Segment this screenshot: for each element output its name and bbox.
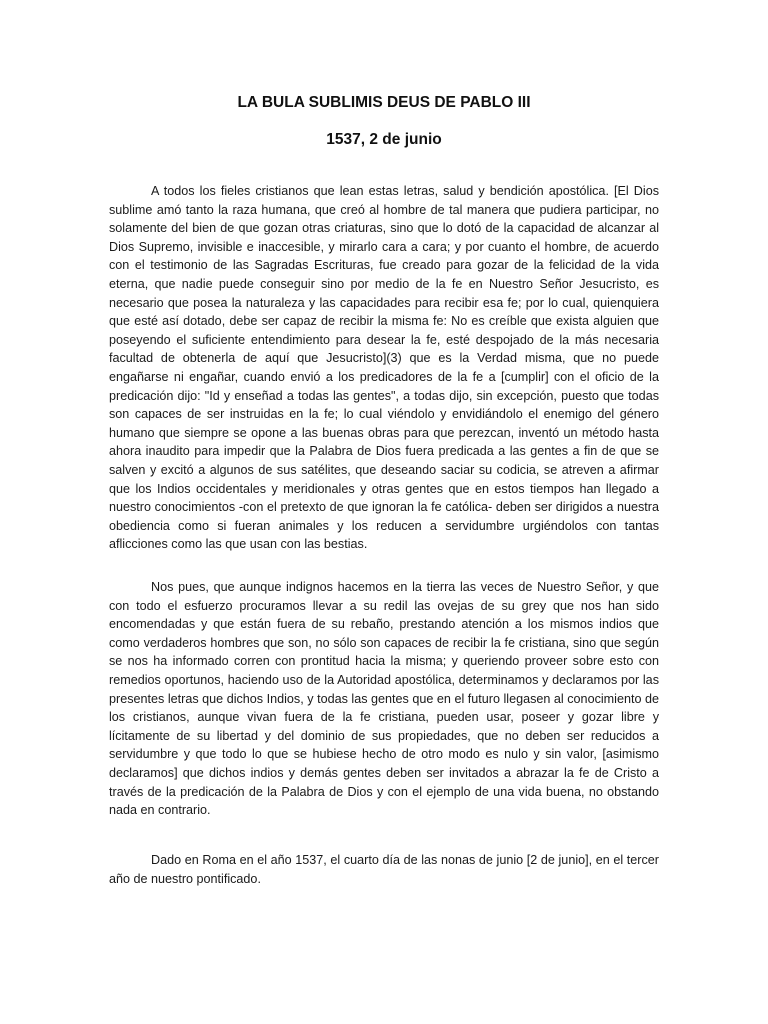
body-paragraph: A todos los fieles cristianos que lean estas letras, salud y bendición apostólica. [El Dios sublime amó tanto la raza humana, que creó al hombre de tal manera que pudiera participar, no solamente del bien de que gozan otras criaturas, sino que lo dotó de la capacidad de alcanzar al Dios Supremo, invisible e inaccesible, y mirarlo cara a cara; y por cuanto el hombre, de acuerdo con el testimonio de las Sagradas Escrituras, fue creado para gozar de la felicidad de la vida eterna, que nadie puede conseguir sino por medio de la fe en Nuestro Señor Jesucristo, es necesario que posea la naturaleza y las capacidades para recibir esa fe; por lo cual, quienquiera que esté así dotado, debe ser capaz de recibir la misma fe: No es creíble que exista alguien que poseyendo el suficiente entendimiento para desear la fe, esté despojado de la más necesaria facultad de obtenerla de aquí que Jesucristo](3) que es la Verdad misma, que no puede engañarse ni engañar, cuando envió a los predicadores de la fe a [cumplir] con el oficio de la predicación dijo: "Id y enseñad a todas las gentes", a todas dijo, sin excepción, puesto que todas son capaces de ser instruidas en la fe; lo cual viéndolo y envidiándolo el enemigo del género humano que siempre se opone a las buenas obras para que perezcan, inventó un método hasta ahora inaudito para impedir que la Palabra de Dios fuera predicada a las gentes a fin de que se salven y excitó a algunos de sus satélites, que deseando saciar su codicia, se atreven a afirmar que los Indios occidentales y meridionales y otras gentes que en estos tiempos han llegado a nuestro conocimientos -con el pretexto de que ignoran la fe católica- deben ser dirigidos a nuestra obediencia como si fueran animales y los reducen a servidumbre urgiéndolos con tantas aflicciones como las que usan con las bestias.: [109, 184, 659, 552]
body-paragraph: Nos pues, que aunque indignos hacemos en la tierra las veces de Nuestro Señor, y que con todo el esfuerzo procuramos llevar a su redil las ovejas de su grey que nos han sido encomendadas y que están fuera de su rebaño, prestando atención a los mismos indios que como verdaderos hombres que son, no sólo son capaces de recibir la fe cristiana, sino que según se nos ha informado corren con prontitud hacia la misma; y queriendo proveer sobre esto con remedios oportunos, haciendo uso de la Autoridad apostólica, determinamos y declaramos por las presentes letras que dichos Indios, y todas las gentes que en el futuro llegasen al conocimiento de los cristianos, aunque vivan fuera de la fe cristiana, pueden usar, poseer y gozar libre y lícitamente de su libertad y del dominio de sus propiedades, que no deben ser reducidos a servidumbre y que todo lo que se hubiese hecho de otro modo es nulo y sin valor, [asimismo declaramos] que dichos indios y demás gentes deben ser invitados a abrazar la fe de Cristo a través de la predicación de la Palabra de Dios y con el ejemplo de una vida buena, no obstando nada en contrario.: [109, 580, 659, 818]
document-title: LA BULA SUBLIMIS DEUS DE PABLO III: [237, 94, 531, 111]
closing-paragraph: Dado en Roma en el año 1537, el cuarto día de las nonas de junio [2 de junio], en el tercer año de nuestro pontificado.: [109, 853, 659, 886]
document-date: 1537, 2 de junio: [326, 131, 442, 148]
